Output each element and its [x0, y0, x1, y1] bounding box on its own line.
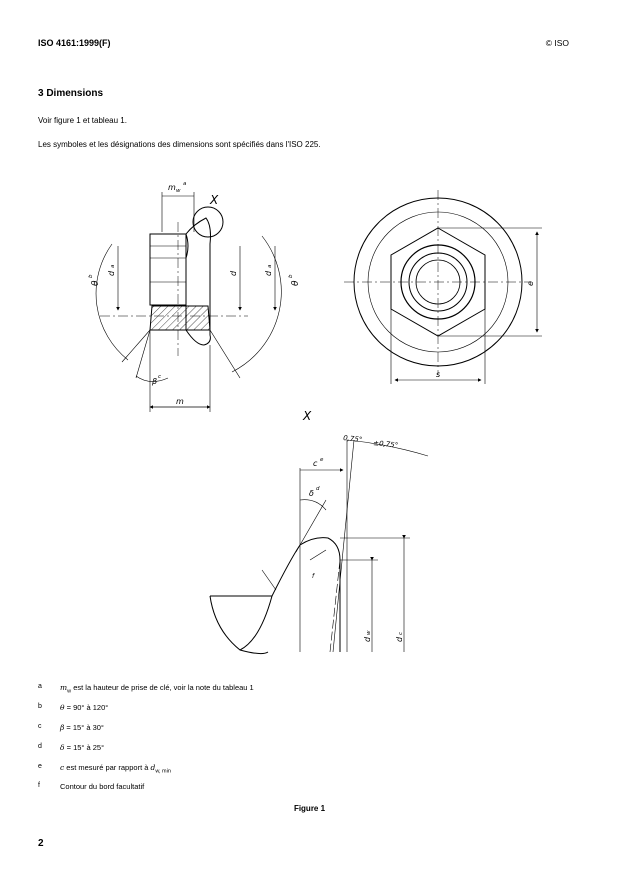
label-mw: m [168, 183, 176, 192]
standard-number: ISO 4161:1999(F) [38, 38, 111, 48]
nut-hex-body [150, 234, 188, 305]
footnote-mark: c [38, 723, 42, 730]
label-dc: d [395, 636, 404, 642]
top-view [344, 190, 542, 384]
side-view [96, 192, 281, 412]
figure-caption: Figure 1 [293, 804, 326, 813]
label-theta-left: θ [91, 280, 101, 286]
label-detail-x-title: X [303, 409, 312, 423]
section-title: 3 Dimensions [38, 88, 104, 99]
footnote-e: e c est mesuré par rapport à $d_{w, min}$ [38, 763, 171, 775]
label-detail-x: X [210, 193, 219, 207]
label-tol-value: ±0,75° [372, 439, 399, 450]
label-c: c [313, 459, 318, 468]
label-delta-sup: d [316, 486, 320, 492]
footnote-f: f Contour du bord facultatif [38, 782, 145, 791]
copyright-notice: © ISO [545, 38, 569, 48]
theta-arc-right [232, 236, 281, 372]
label-dw-sub: w [366, 630, 372, 635]
label-theta-right: θ [291, 280, 301, 286]
label-m: m [176, 397, 184, 406]
footnote-d: d δ = 15° à 25° [38, 743, 105, 752]
label-s: s [436, 370, 441, 379]
label-mw-sup: a [183, 181, 187, 187]
label-beta-sup: c [158, 374, 162, 380]
paragraph-2: Les symboles et les désignations des dimensions sont spécifiés dans l'ISO 225. [38, 140, 321, 149]
label-e: e [526, 281, 535, 286]
hatched-section [150, 306, 210, 330]
label-da-right: d [264, 270, 273, 276]
footnote-mark: a [38, 683, 42, 690]
figure-labels [88, 181, 535, 642]
page-number: 2 [38, 838, 44, 849]
label-da-left: d [107, 270, 116, 276]
label-c-sup: e [320, 457, 324, 463]
theta-arc-left [96, 244, 128, 360]
footnote-mark: b [38, 703, 42, 710]
detail-x [210, 440, 428, 654]
label-dw: d [363, 636, 372, 642]
footnote-mark: d [38, 743, 42, 750]
label-f: f [312, 573, 315, 580]
label-theta-left-sup: b [88, 274, 94, 278]
footnote-b: b θ = 90° à 120° [38, 703, 109, 712]
footnote-mark: f [38, 782, 40, 789]
paragraph-1: Voir figure 1 et tableau 1. [38, 116, 127, 125]
label-dc-sub: c [398, 631, 404, 635]
label-da-right-sub: a [267, 264, 273, 268]
label-d: d [229, 270, 238, 276]
label-da-left-sub: a [110, 264, 116, 268]
footnote-mark: e [38, 763, 42, 770]
footnote-a: a $m_w$ est la hauteur de prise de clé, voir la note du tableau 1 [38, 683, 254, 695]
label-beta: β [152, 377, 158, 386]
label-tol-angle: 0,75° [342, 434, 363, 444]
label-theta-right-sup: b [288, 274, 294, 278]
detail-profile [210, 538, 340, 652]
label-delta: δ [309, 489, 314, 498]
footnote-c: c β = 15° à 30° [38, 723, 104, 732]
label-mw-sub: w [176, 188, 181, 194]
